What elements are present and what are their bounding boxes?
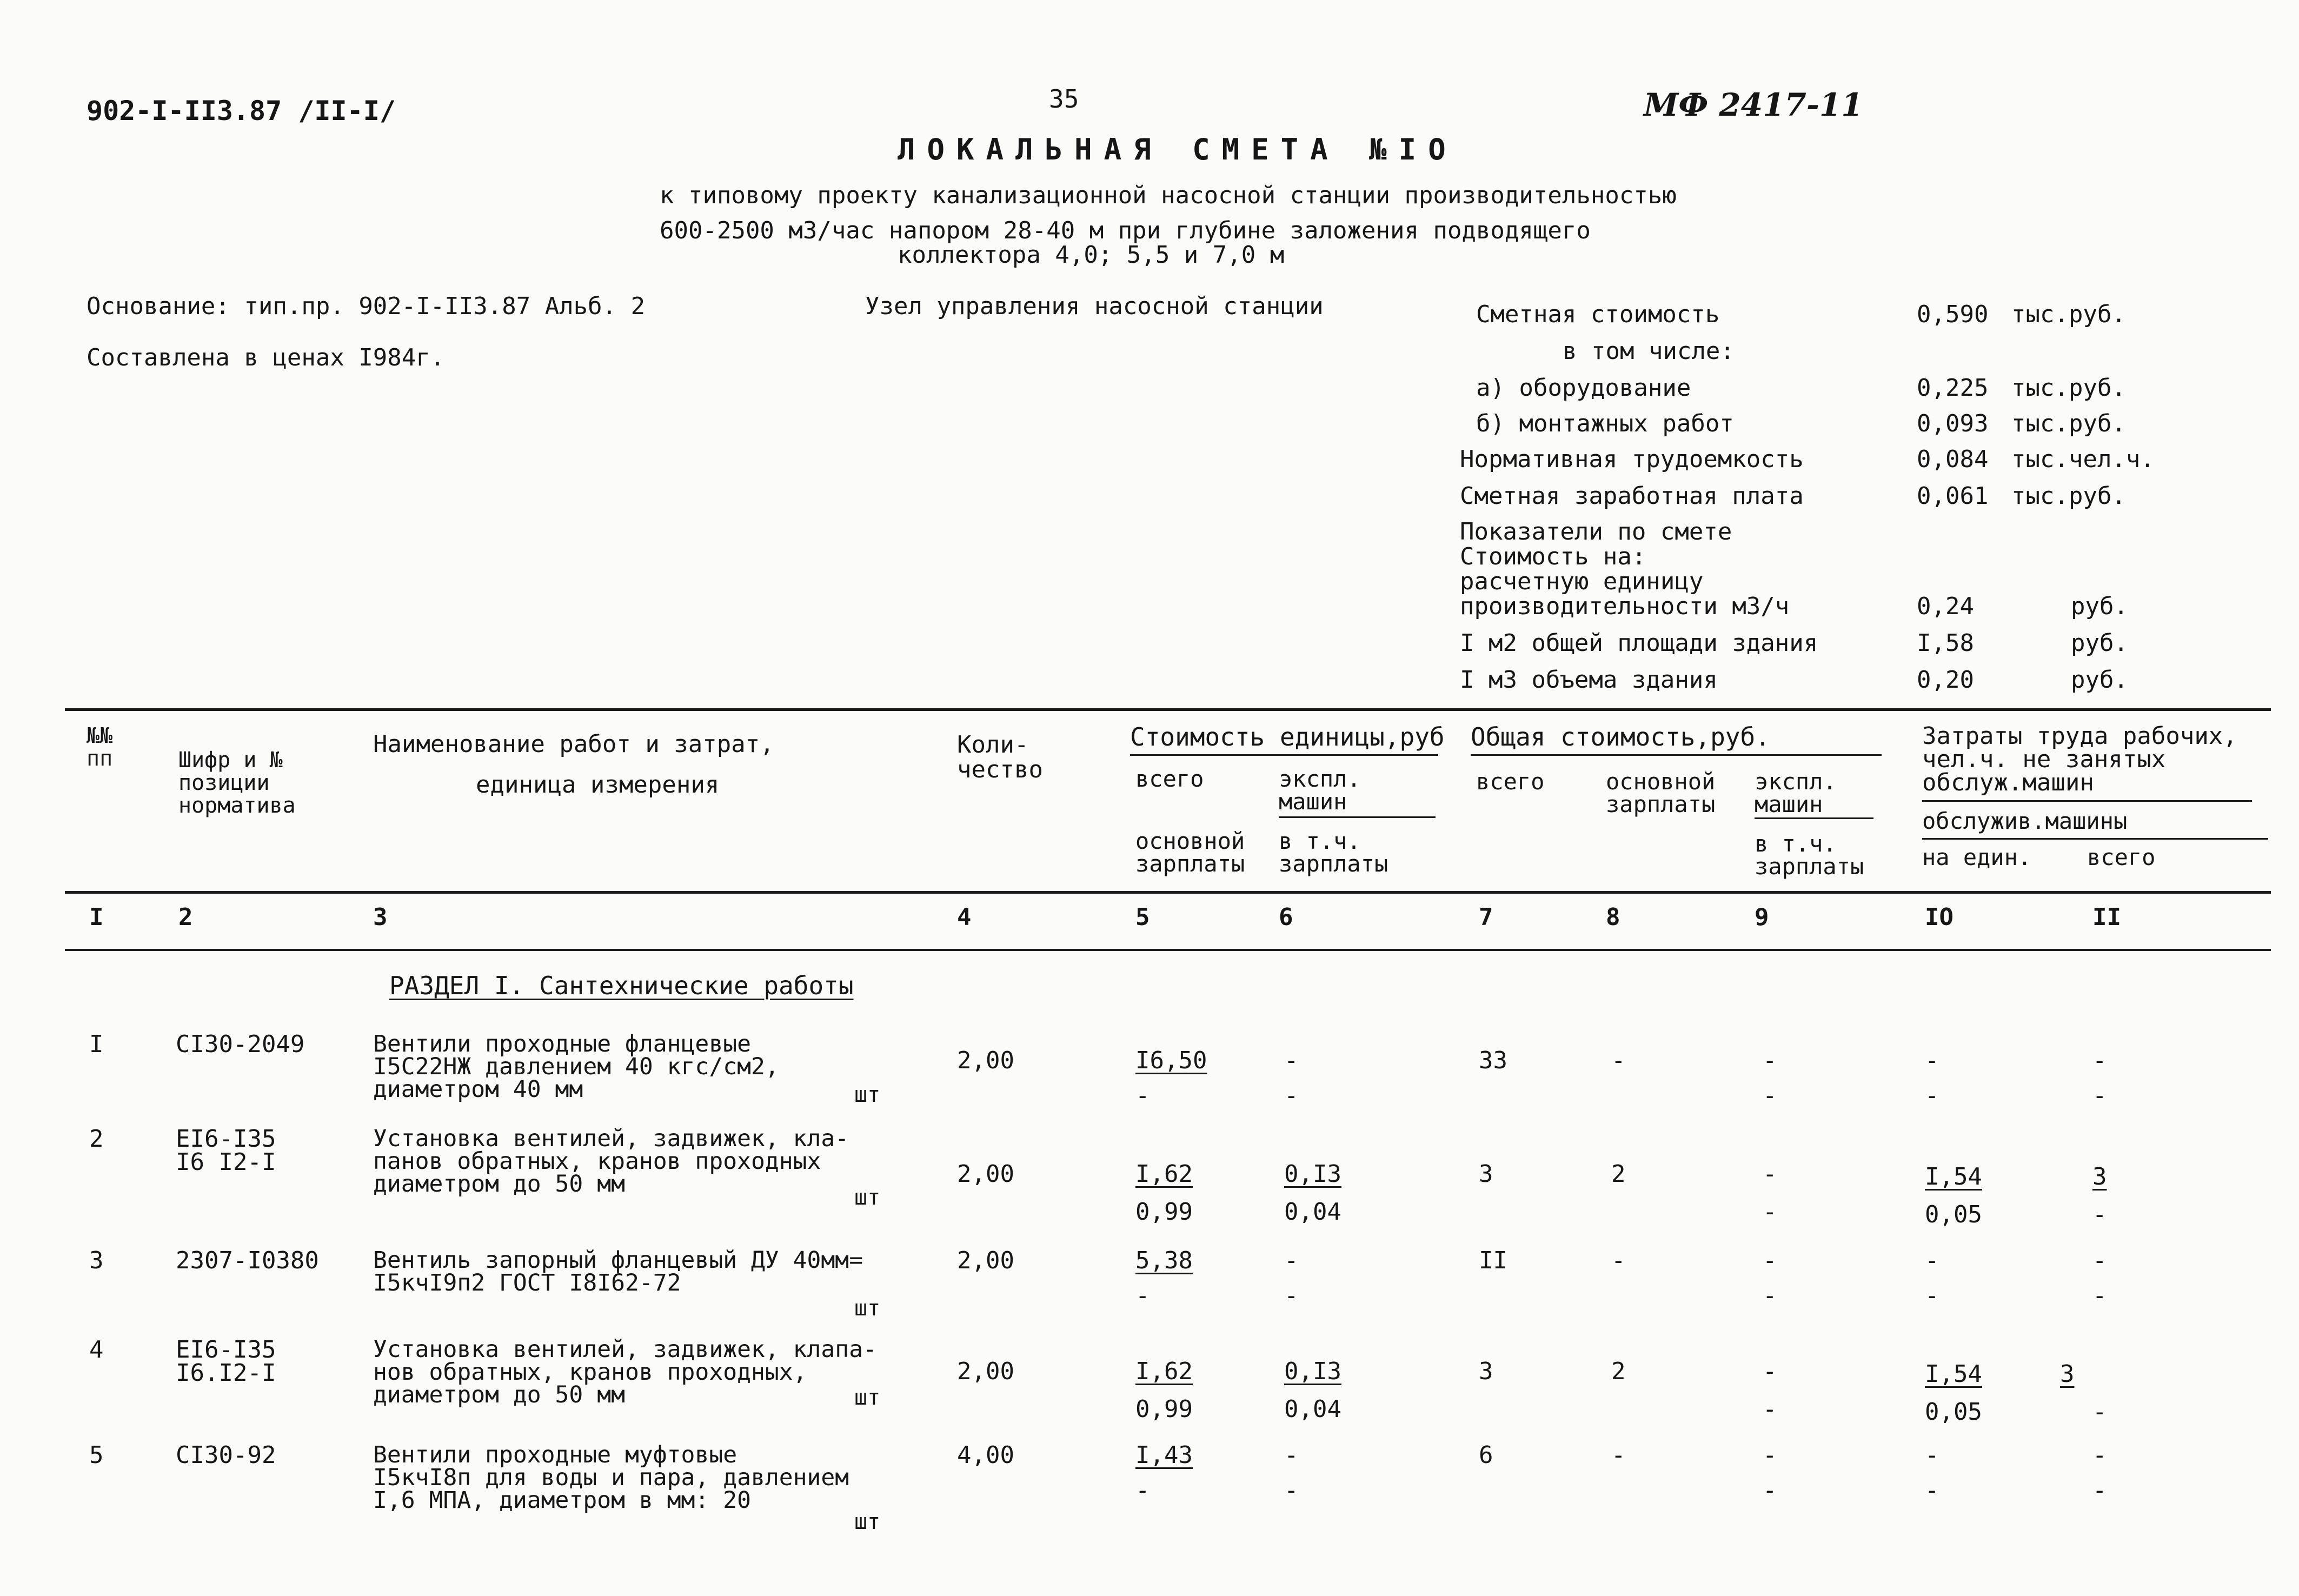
- row-labor-per-unit: I,54: [1925, 1163, 1982, 1191]
- row-code: СI30-2049: [176, 1030, 305, 1058]
- section-title: РАЗДЕЛ I. Сантехнические работы: [389, 971, 854, 1000]
- header-code: Шифр и № позиции норматива: [178, 748, 296, 818]
- row-unit-machine-salary: -: [1284, 1282, 1299, 1309]
- basis-text: Основание: тип.пр. 902-I-II3.87 Альб. 2: [87, 292, 646, 320]
- row-total-salary: -: [1611, 1047, 1626, 1074]
- row-labor-per-unit: I,54: [1925, 1360, 1982, 1388]
- row-unit-machine-salary: 0,04: [1284, 1198, 1341, 1226]
- subtitle-line-2: 600-2500 м3/час напором 28-40 м при глубине заложения подводящего: [660, 217, 1591, 244]
- row-quantity: 2,00: [957, 1160, 1014, 1188]
- header-divider: [1922, 800, 2252, 802]
- row-code: ЕI6-I35 I6 I2-I: [176, 1125, 276, 1176]
- row-code: СI30-92: [176, 1441, 276, 1469]
- archive-mark: МФ 2417-11: [1644, 87, 1863, 123]
- header-labor-machines: обслужив.машины: [1922, 808, 2128, 834]
- row-total-machine-salary: -: [1763, 1282, 1777, 1309]
- row-code: ЕI6-I35 I6.I2-I: [176, 1336, 276, 1387]
- row-quantity: 2,00: [957, 1047, 1014, 1074]
- document-code: 902-I-II3.87 /II-I/: [87, 95, 396, 127]
- row-total: 33: [1479, 1047, 1507, 1074]
- indicator-value: 0,20: [1917, 666, 1974, 694]
- row-labor-per-unit: -: [1925, 1441, 1939, 1469]
- row-total-salary: -: [1611, 1247, 1626, 1274]
- row-name: Вентили проходные муфтовые I5кчI8п для воды и пара, давлением I,6 МПА, диаметром в мм: 20: [373, 1441, 849, 1514]
- header-quantity: Коли- чество: [957, 731, 1043, 784]
- header-divider: [1279, 816, 1436, 818]
- row-unit-machines: 0,I3: [1284, 1160, 1341, 1188]
- row-total: 3: [1479, 1160, 1493, 1188]
- header-total-machines: экспл. машин: [1755, 768, 1837, 817]
- header-name-line1: Наименование работ и затрат,: [373, 730, 774, 758]
- row-quantity: 2,00: [957, 1247, 1014, 1274]
- header-labor-total: всего: [2087, 844, 2156, 870]
- column-number: 9: [1755, 903, 1769, 931]
- header-unit-machine-salary: в т.ч. зарплаты: [1279, 828, 1388, 877]
- row-total-machine-salary: -: [1763, 1395, 1777, 1423]
- summary-label: в том числе:: [1563, 337, 1735, 365]
- row-labor-per-unit: -: [1925, 1047, 1939, 1074]
- table-top-border: [65, 708, 2271, 711]
- row-labor-total: -: [2092, 1441, 2107, 1469]
- header-unit-cost: Стоимость единицы,руб: [1130, 722, 1445, 752]
- header-divider: [1130, 754, 1438, 756]
- column-number: II: [2092, 903, 2121, 931]
- row-unit-total: I,62: [1135, 1358, 1193, 1385]
- row-total-salary: 2: [1611, 1358, 1626, 1385]
- row-unit-salary: -: [1135, 1082, 1150, 1109]
- header-divider: [1471, 754, 1882, 756]
- header-name-line2: единица измерения: [476, 771, 720, 799]
- indicator-label: производительности м3/ч: [1460, 593, 1790, 620]
- row-labor-per-unit-sub: 0,05: [1925, 1201, 1982, 1228]
- column-number: 6: [1279, 903, 1293, 931]
- summary-value: 0,084: [1917, 445, 1989, 473]
- header-unit-machines: экспл. машин: [1279, 766, 1361, 815]
- summary-label: б) монтажных работ: [1476, 410, 1734, 437]
- row-labor-total: -: [2092, 1247, 2107, 1274]
- indicator-value: 0,24: [1917, 593, 1974, 620]
- row-unit-salary: 0,99: [1135, 1198, 1193, 1226]
- indicators-subheading: Стоимость на:: [1460, 543, 1646, 570]
- row-total: 6: [1479, 1441, 1493, 1469]
- row-unit-salary: -: [1135, 1477, 1150, 1504]
- summary-unit: тыс.чел.ч.: [2011, 445, 2155, 473]
- summary-label: а) оборудование: [1476, 374, 1691, 402]
- row-name: Вентили проходные фланцевые I5С22НЖ давлением 40 кгс/см2, диаметром 40 мм: [373, 1030, 779, 1103]
- summary-value: 0,225: [1917, 374, 1989, 402]
- column-number: I: [89, 903, 104, 931]
- summary-label: Нормативная трудоемкость: [1460, 445, 1804, 473]
- row-labor-per-unit-sub: -: [1925, 1282, 1939, 1309]
- row-labor-total-sub: -: [2092, 1201, 2107, 1228]
- row-labor-total-sub: -: [2092, 1282, 2107, 1309]
- prices-note: Составлена в ценах I984г.: [87, 344, 445, 371]
- row-total-machines: -: [1763, 1160, 1777, 1188]
- header-total-cost: Общая стоимость,руб.: [1471, 722, 1770, 752]
- row-code: 2307-I0380: [176, 1247, 319, 1274]
- row-number: 2: [89, 1125, 104, 1153]
- row-quantity: 4,00: [957, 1441, 1014, 1469]
- row-unit: шт: [854, 1385, 881, 1410]
- row-number: 4: [89, 1336, 104, 1364]
- summary-label: Сметная стоимость: [1476, 301, 1720, 328]
- header-row-number: №№ пп: [87, 723, 113, 771]
- row-labor-per-unit-sub: 0,05: [1925, 1398, 1982, 1426]
- subtitle-line-1: к типовому проекту канализационной насосной станции производительностью: [660, 182, 1677, 209]
- row-unit-machine-salary: 0,04: [1284, 1395, 1341, 1423]
- row-total-machine-salary: -: [1763, 1477, 1777, 1504]
- row-number: I: [89, 1030, 104, 1058]
- row-labor-total: 3: [2092, 1163, 2107, 1191]
- row-unit-machines: 0,I3: [1284, 1358, 1341, 1385]
- column-number: 2: [178, 903, 193, 931]
- row-labor-total: 3: [2060, 1360, 2075, 1388]
- indicator-unit: руб.: [2071, 666, 2128, 694]
- row-quantity: 2,00: [957, 1358, 1014, 1385]
- summary-value: 0,590: [1917, 301, 1989, 328]
- header-unit-salary: основной зарплаты: [1135, 828, 1245, 877]
- row-unit-salary: 0,99: [1135, 1395, 1193, 1423]
- indicators-heading: Показатели по смете: [1460, 518, 1732, 546]
- row-unit-total: I,62: [1135, 1160, 1193, 1188]
- row-unit: шт: [854, 1296, 881, 1321]
- row-unit-machines: -: [1284, 1247, 1299, 1274]
- summary-unit: тыс.руб.: [2011, 482, 2126, 510]
- row-total-salary: -: [1611, 1441, 1626, 1469]
- header-bottom-border: [65, 891, 2271, 894]
- row-unit-salary: -: [1135, 1282, 1150, 1309]
- object-name: Узел управления насосной станции: [865, 292, 1324, 320]
- summary-value: 0,061: [1917, 482, 1989, 510]
- document-title: ЛОКАЛЬНАЯ СМЕТА №IO: [898, 132, 1458, 167]
- row-unit: шт: [854, 1082, 881, 1107]
- row-total-machines: -: [1763, 1358, 1777, 1385]
- column-number: 5: [1135, 903, 1150, 931]
- indicator-unit: руб.: [2071, 629, 2128, 657]
- row-total: II: [1479, 1247, 1507, 1274]
- indicator-label: I м3 объема здания: [1460, 666, 1718, 694]
- row-labor-per-unit-sub: -: [1925, 1082, 1939, 1109]
- header-total-machine-salary: в т.ч. зарплаты: [1755, 830, 1864, 880]
- row-number: 3: [89, 1247, 104, 1274]
- row-labor-per-unit: -: [1925, 1247, 1939, 1274]
- row-labor-per-unit-sub: -: [1925, 1477, 1939, 1504]
- row-total-salary: 2: [1611, 1160, 1626, 1188]
- row-labor-total: -: [2092, 1047, 2107, 1074]
- indicator-unit: руб.: [2071, 593, 2128, 620]
- row-total-machine-salary: -: [1763, 1082, 1777, 1109]
- row-labor-total-sub: -: [2092, 1082, 2107, 1109]
- row-total-machines: -: [1763, 1441, 1777, 1469]
- header-unit-total: всего: [1135, 766, 1204, 792]
- indicator-label: I м2 общей площади здания: [1460, 629, 1818, 657]
- indicator-value: I,58: [1917, 629, 1974, 657]
- row-total-machines: -: [1763, 1247, 1777, 1274]
- row-unit: шт: [854, 1509, 881, 1534]
- row-name: Установка вентилей, задвижек, клапа- нов обратных, кранов проходных, диаметром до 50 мм: [373, 1336, 877, 1409]
- subtitle-line-3: коллектора 4,0; 5,5 и 7,0 м: [898, 241, 1285, 269]
- row-unit-total: 5,38: [1135, 1247, 1193, 1274]
- column-number: 4: [957, 903, 972, 931]
- row-name: Установка вентилей, задвижек, кла- панов обратных, кранов проходных диаметром до 50 мм: [373, 1125, 849, 1198]
- row-unit: шт: [854, 1185, 881, 1210]
- row-unit-machines: -: [1284, 1047, 1299, 1074]
- column-number: IO: [1925, 903, 1954, 931]
- summary-label: Сметная заработная плата: [1460, 482, 1804, 510]
- column-number: 8: [1606, 903, 1620, 931]
- summary-unit: тыс.руб.: [2011, 374, 2126, 402]
- row-unit-machines: -: [1284, 1441, 1299, 1469]
- row-unit-total: I,43: [1135, 1441, 1193, 1469]
- row-name: Вентиль запорный фланцевый ДУ 40мм= I5кчI9п2 ГОСТ I8I62-72: [373, 1247, 863, 1297]
- row-total-machine-salary: -: [1763, 1198, 1777, 1226]
- summary-unit: тыс.руб.: [2011, 301, 2126, 328]
- row-total-machines: -: [1763, 1047, 1777, 1074]
- page-number: 35: [1049, 84, 1079, 114]
- row-unit-total: I6,50: [1135, 1047, 1207, 1074]
- header-divider: [1755, 817, 1873, 819]
- indicators-subheading: расчетную единицу: [1460, 568, 1704, 595]
- row-unit-machine-salary: -: [1284, 1477, 1299, 1504]
- row-total: 3: [1479, 1358, 1493, 1385]
- summary-value: 0,093: [1917, 410, 1989, 437]
- header-total-all: всего: [1476, 768, 1545, 795]
- numbers-bottom-border: [65, 949, 2271, 951]
- row-number: 5: [89, 1441, 104, 1469]
- column-number: 3: [373, 903, 388, 931]
- header-total-salary: основной зарплаты: [1606, 768, 1716, 817]
- row-labor-total-sub: -: [2092, 1398, 2107, 1426]
- header-labor-per-unit: на един.: [1922, 844, 2032, 870]
- column-number: 7: [1479, 903, 1493, 931]
- row-unit-machine-salary: -: [1284, 1082, 1299, 1109]
- row-labor-total-sub: -: [2092, 1477, 2107, 1504]
- header-labor: Затраты труда рабочих, чел.ч. не занятых обслуж.машин: [1922, 722, 2237, 797]
- header-divider: [1922, 838, 2268, 840]
- summary-unit: тыс.руб.: [2011, 410, 2126, 437]
